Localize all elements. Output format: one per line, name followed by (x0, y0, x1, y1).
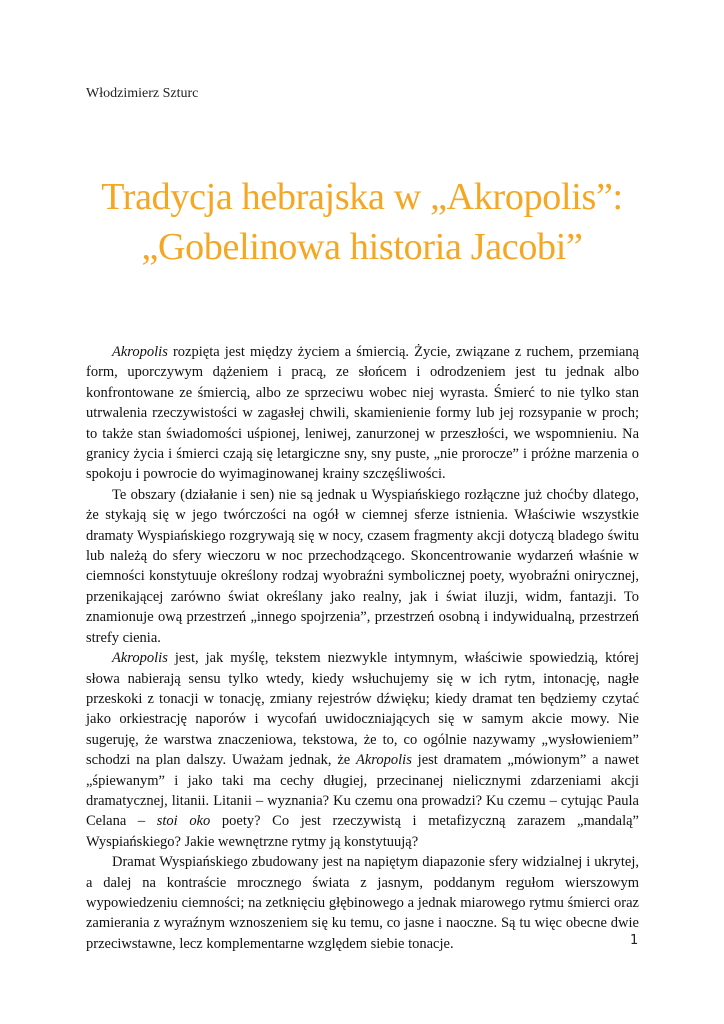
paragraph-4: Dramat Wyspiańskiego zbudowany jest na napiętym diapazonie sfery widzialnej i ukrytej, a dalej na kontraście mrocznego świata z jasnym, poddanym regułom wierszowym wypowiedzeniu ciemności; na zetknięciu głębinowego a jednak miarowego rytmu śmierci oraz zamierania z wyraźnym wznoszeniem się ku temu, co jasne i naoczne. Są tu więc obecne dwie przeciwstawne, lecz komplementarne względem siebie tonacje. (86, 854, 639, 952)
paragraph-3 (86, 648, 639, 852)
paragraph-1-text: rozpięta jest między życiem a śmiercią. Życie, związane z ruchem, przemianą form, uporczywym dążeniem i pracą, ze słońcem i odrodzeniem jest tu jednak albo konfrontowane ze śmiercią, albo ze sprzeciwu wobec niej wyrasta. Śmierć to nie tylko stan utrwalenia rzeczywistości w zagasłej chwili, skamienienie formy lub jej rozsypanie w proch; to także stan świadomości uśpionej, leniwej, zanurzonej w przeszłości, we wspomnieniu. Na granicy życia i śmierci czają się letargiczne sny, sny puste, „nie prorocze” i próżne marzenia o spokoju i powrocie do wyimaginowanej krainy szczęśliwości. (86, 344, 639, 483)
document-title (40, 172, 684, 272)
body-text (86, 342, 639, 954)
italic-title-akropolis: Akropolis (112, 650, 168, 667)
title-line-1: Tradycja hebrajska w „Akropolis”: (101, 176, 623, 218)
italic-quote: stoi oko (156, 813, 211, 830)
author-name: Włodzimierz Szturc (86, 86, 199, 101)
italic-title-akropolis: Akropolis (356, 752, 412, 769)
paragraph-1 (86, 342, 639, 485)
paragraph-2: Te obszary (działanie i sen) nie są jednak u Wyspiańskiego rozłączne już choćby dlatego, że stykają się w jego twórczości na ogół w ciemnej sferze istnienia. Właściwie wszystkie dramaty Wyspiańskiego rozgrywają się w nocy, czasem fragmenty akcji dotyczą bladego świtu lub należą do sfery wieczoru w noc przechodzącego. Skoncentrowanie wydarzeń właśnie w ciemności konstytuuje określony rodzaj wyobraźni symbolicznej poety, wyobraźni onirycznej, przenikającej zarówno świat określany jako realny, jak i świat iluzji, widm, fantazji. To znamionuje ową przestrzeń „innego spojrzenia”, przestrzeń osobną i indywidualną, przestrzeń strefy cienia. (86, 486, 639, 646)
title-line-2: „Gobelinowa historia Jacobi” (141, 226, 583, 268)
paragraph-3-text-a: jest, jak myślę, tekstem niezwykle intymnym, właściwie spowiedzią, której słowa nabierają sensu tylko wtedy, kiedy wsłuchujemy się w ich rytm, intonację, nagłe przeskoki z tonacji w tonację, zmiany rejestrów dźwięku; kiedy dramat ten będziemy czytać jako orkiestrację naporów i wycofań uwidoczniających się w samym akcie mowy. Nie sugeruję, że warstwa znaczeniowa, tekstowa, że to, co ogólnie nazywamy „wysłowieniem” schodzi na plan dalszy. Uważam jednak, że (86, 650, 639, 769)
paragraph-3-text-b: jest dramatem „mówionym” a nawet „śpiewanym” i jako taki ma cechy długiej, przecinanej nielicznymi zdarzeniami akcji dramatycznej, litanii. Litanii – wyznania? Ku czemu ona prowadzi? Ku czemu – cytując Paula Celana – (86, 752, 639, 830)
paragraph-3-text-c: poety? Co jest rzeczywistą i metafizyczną zarazem „mandalą” Wyspiańskiego? Jakie wewnętrzne rytmy ją konstytuują? (86, 813, 639, 850)
page-number: 1 (630, 933, 639, 948)
italic-title-akropolis: Akropolis (112, 344, 168, 360)
